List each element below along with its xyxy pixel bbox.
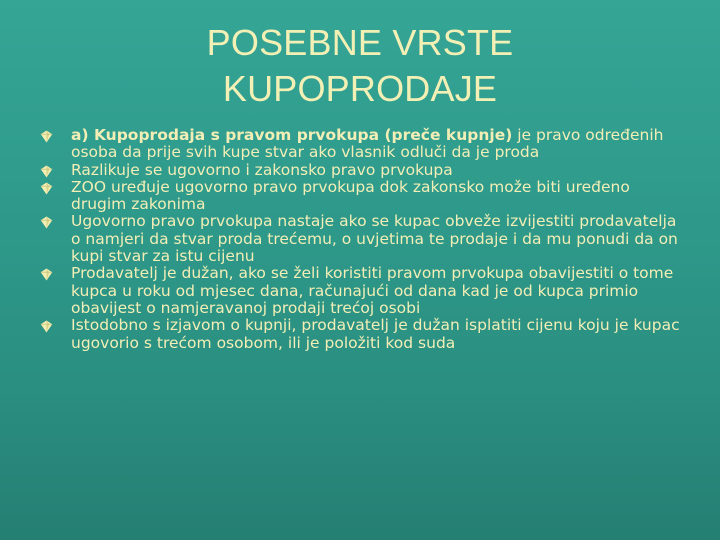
bullet-text: Ugovorno pravo prvokupa nastaje ako se kupac obveže izvijestiti prodavatelja o namjeri da stvar proda trećemu, o uvjetima te prodaje i da mu ponudi da on kupi stvar za istu cijenu [71, 212, 678, 266]
bullet-item [40, 127, 680, 162]
bullet-text: ZOO uređuje ugovorno pravo prvokupa dok zakonsko može biti uređeno drugim zakonima [71, 177, 630, 214]
diamond-bullet-icon [40, 130, 53, 143]
bullet-item [40, 265, 680, 317]
diamond-bullet-icon [40, 268, 53, 281]
bullet-text: Istodobno s izjavom o kupnji, prodavatelj je dužan isplatiti cijenu koju je kupac ugovorio s trećom osobom, ili je položiti kod suda [71, 316, 680, 352]
diamond-bullet-icon [40, 182, 53, 195]
bullet-item [40, 213, 680, 265]
diamond-bullet-icon [40, 165, 53, 178]
diamond-bullet-icon [40, 216, 53, 229]
diamond-bullet-icon [40, 320, 53, 333]
bullet-list [40, 127, 680, 352]
bullet-item [40, 179, 680, 214]
bullet-text: je pravo određenih osoba da prije svih kupe stvar ako vlasnik odluči da je proda [71, 126, 664, 162]
bullet-text: Prodavatelj je dužan, ako se želi koristiti pravom prvokupa obavijestiti o tome kupca u roku od mjesec dana, računajući od dana kad je od kupca primio obavijest o namjeravanoj prodaji trećoj osobi [71, 264, 674, 317]
bullet-item [40, 317, 680, 352]
title-line-1: POSEBNE VRSTE [206, 22, 514, 63]
title-line-2: KUPOPRODAJE [222, 68, 498, 109]
bullet-item [40, 162, 680, 179]
bullet-text: Razlikuje se ugovorno i zakonsko pravo prvokupa [71, 160, 453, 179]
slide-title [0, 20, 720, 112]
bullet-bold-text: a) Kupoprodaja s pravom prvokupa (preče kupnje) [71, 126, 513, 144]
